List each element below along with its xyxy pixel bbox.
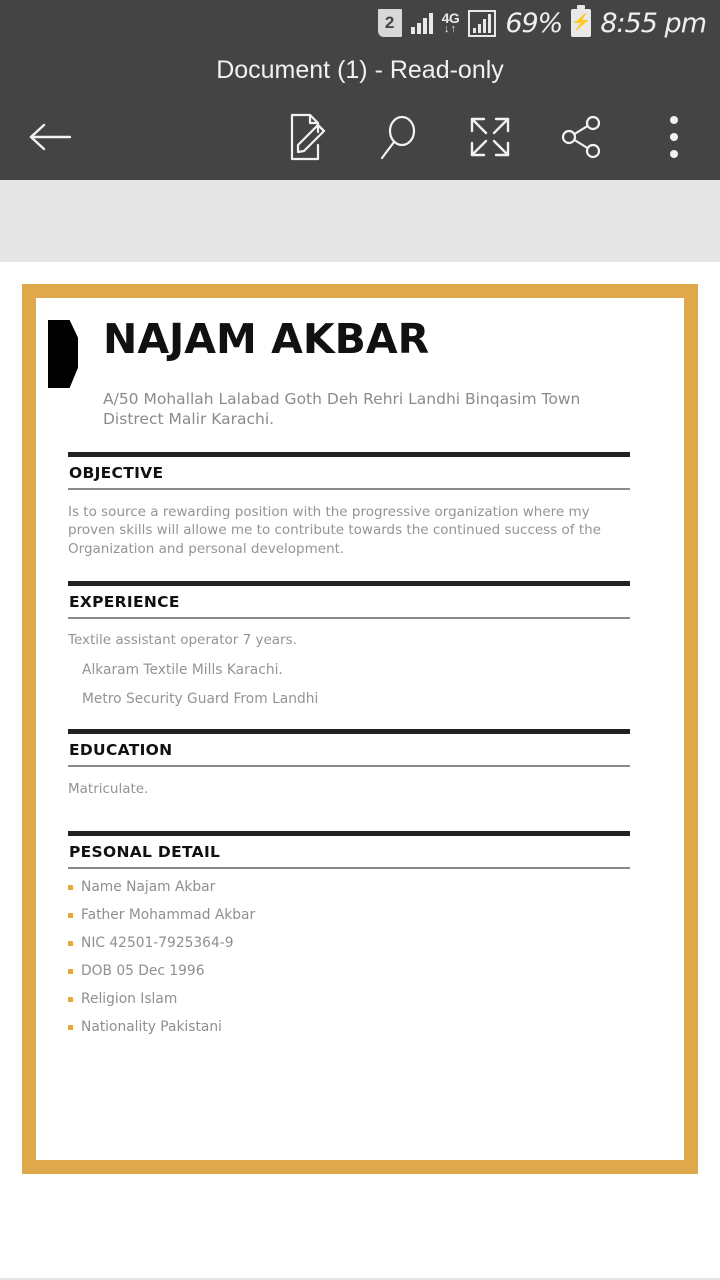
education-text: Matriculate.	[68, 781, 149, 798]
experience-item-1: Alkaram Textile Mills Karachi.	[82, 662, 283, 679]
network-type-label: 4G	[441, 10, 460, 26]
back-arrow-icon	[28, 120, 72, 154]
section-title-objective: OBJECTIVE	[69, 463, 164, 482]
edit-document-icon	[283, 112, 329, 162]
network-4g-icon	[442, 11, 460, 35]
edit-document-button[interactable]	[260, 94, 352, 180]
more-options-icon	[667, 114, 681, 160]
list-item: NIC 42501-7925364-9	[68, 935, 654, 951]
section-objective	[68, 452, 654, 559]
resume-content	[36, 298, 684, 1160]
section-personal-detail	[68, 831, 654, 1035]
list-item: Nationality Pakistani	[68, 1019, 654, 1035]
page-gold-border	[22, 284, 698, 1174]
decorative-pentagon-tab-icon	[48, 320, 78, 388]
clock-label: 8:55 pm	[600, 7, 706, 39]
section-title-education: EDUCATION	[69, 741, 173, 760]
section-title-experience: EXPERIENCE	[69, 592, 180, 611]
search-icon	[376, 112, 420, 162]
share-icon	[560, 114, 604, 160]
back-button[interactable]	[4, 94, 96, 180]
signal-bars-icon	[411, 12, 433, 34]
page-title: Document (1) - Read-only	[216, 55, 504, 84]
section-body-experience	[68, 619, 654, 708]
status-bar	[0, 0, 720, 46]
sim-card-icon: 2	[378, 9, 402, 37]
list-item: Name Najam Akbar	[68, 879, 654, 895]
objective-text: Is to source a rewarding position with the progressive organization where my proven skills will allowe me to contribute towards the continued success of the Organization and personal development.	[68, 503, 601, 557]
list-item: Religion Islam	[68, 991, 654, 1007]
section-education	[68, 729, 654, 809]
fullscreen-icon	[468, 115, 512, 159]
share-button[interactable]	[536, 94, 628, 180]
battery-percent-label: 69%	[505, 7, 563, 39]
list-item: Father Mohammad Akbar	[68, 907, 654, 923]
lightning-bolt-glyph: ⚡	[571, 14, 592, 31]
battery-charging-icon	[571, 9, 591, 37]
document-page	[0, 262, 720, 1278]
page-inner-area	[36, 298, 684, 1160]
section-body-objective	[68, 490, 654, 559]
search-button[interactable]	[352, 94, 444, 180]
candidate-address-line2: Distrect Malir Karachi.	[103, 409, 275, 428]
title-bar	[0, 46, 720, 94]
candidate-address-line1: A/50 Mohallah Lalabad Goth Deh Rehri Landhi Binqasim Town	[103, 390, 581, 408]
resume-header	[68, 316, 654, 390]
candidate-name: NAJAM AKBAR	[103, 315, 430, 363]
section-experience	[68, 581, 654, 708]
app-toolbar	[0, 94, 720, 180]
list-item: DOB 05 Dec 1996	[68, 963, 654, 979]
document-canvas[interactable]	[0, 180, 720, 1280]
fullscreen-button[interactable]	[444, 94, 536, 180]
signal-bars-boxed-icon	[468, 10, 496, 37]
data-transfer-arrows-icon: ↓↑	[443, 23, 457, 35]
personal-detail-list	[68, 869, 654, 1035]
experience-summary: Textile assistant operator 7 years.	[68, 631, 297, 648]
section-title-personal: PESONAL DETAIL	[69, 842, 221, 861]
more-options-button[interactable]	[628, 94, 720, 180]
section-body-education	[68, 767, 654, 809]
experience-item-2: Metro Security Guard From Landhi	[82, 691, 319, 708]
